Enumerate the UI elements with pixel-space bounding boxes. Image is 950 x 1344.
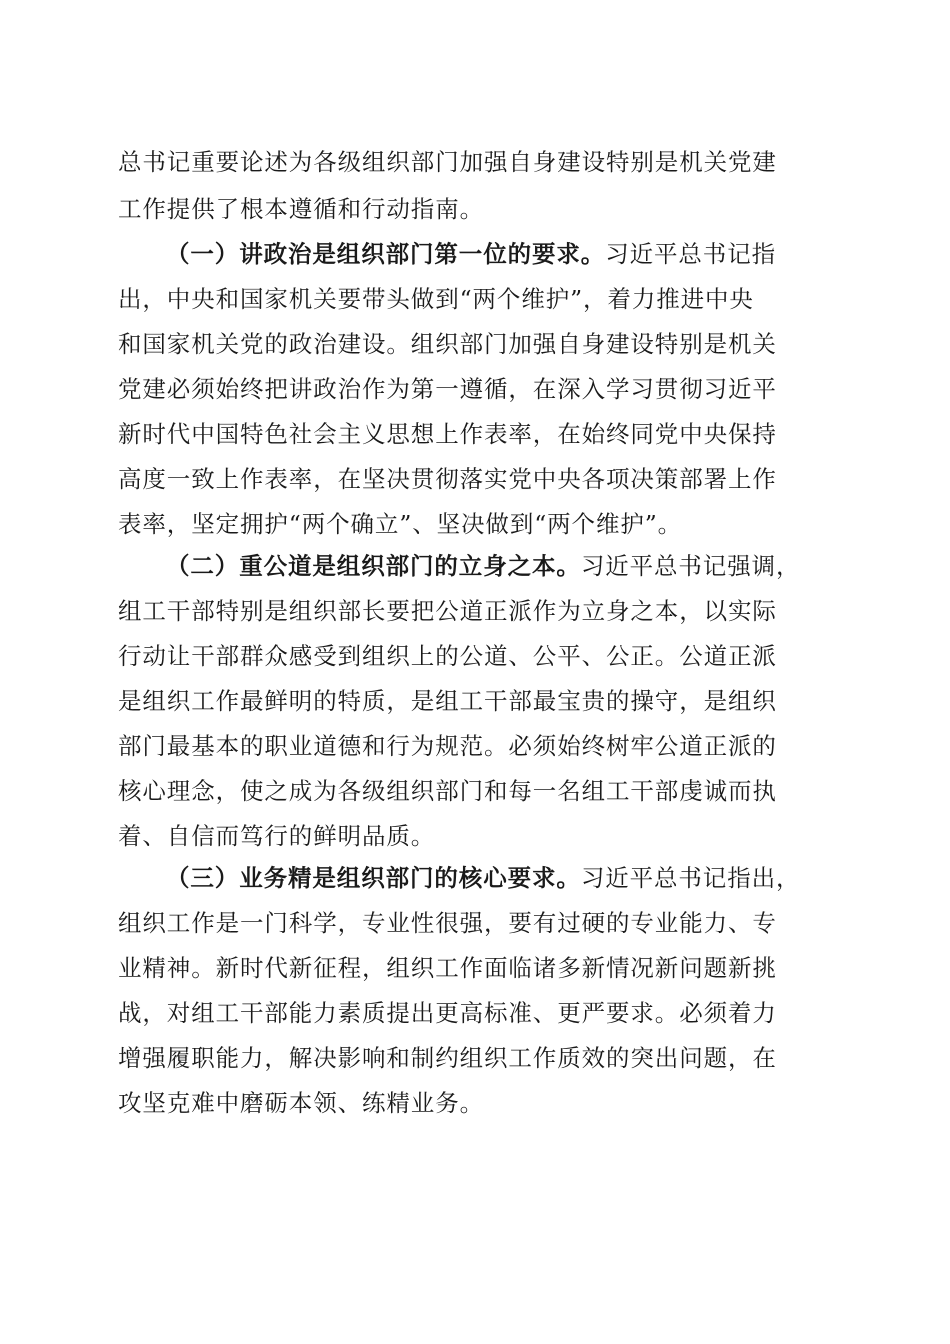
section3-line: 组织工作是一门科学，专业性很强，要有过硬的专业能力、专 (118, 909, 777, 937)
section3-body-start: 习近平总书记指出， (580, 864, 801, 892)
section3-first-line (166, 858, 838, 898)
section2-body-start: 习近平总书记强调， (580, 552, 801, 580)
section1-line: 党建必须始终把讲政治作为第一遵循，在深入学习贯彻习近平 (118, 375, 777, 403)
section1-line: 和国家机关党的政治建设。组织部门加强自身建设特别是机关 (118, 330, 777, 358)
intro-line: 总书记重要论述为各级组织部门加强自身建设特别是机关党建 (118, 148, 777, 176)
section2-line: 核心理念，使之成为各级组织部门和每一名组工干部虔诚而执 (118, 777, 777, 805)
section1-line: 高度一致上作表率，在坚决贯彻落实党中央各项决策部署上作 (118, 465, 777, 493)
section2-line: 部门最基本的职业道德和行为规范。必须始终树牢公道正派的 (118, 732, 777, 760)
section2-line: 行动让干部群众感受到组织上的公道、公平、公正。公道正派 (118, 642, 777, 670)
section3-line: 战，对组工干部能力素质提出更高标准、更严要求。必须着力 (118, 999, 777, 1027)
section3-heading: （三）业务精是组织部门的核心要求。 (166, 864, 581, 892)
section3-line: 增强履职能力，解决影响和制约组织工作质效的突出问题，在 (118, 1044, 777, 1072)
section1-line: 表率，坚定拥护“两个确立”、坚决做到“两个维护”。 (118, 510, 683, 538)
section2-first-line (166, 546, 838, 586)
section2-line: 着、自信而笃行的鲜明品质。 (118, 822, 436, 850)
section1-heading: （一）讲政治是组织部门第一位的要求。 (166, 240, 606, 268)
section2-heading: （二）重公道是组织部门的立身之本。 (166, 552, 581, 580)
section1-line: 出，中央和国家机关要带头做到“两个维护”，着力推进中央 (118, 285, 754, 313)
section2-line: 是组织工作最鲜明的特质，是组工干部最宝贵的操守，是组织 (118, 687, 777, 715)
section1-line: 新时代中国特色社会主义思想上作表率，在始终同党中央保持 (118, 420, 777, 448)
section3-line: 业精神。新时代新征程，组织工作面临诸多新情况新问题新挑 (118, 954, 777, 982)
section3-line: 攻坚克难中磨砺本领、练精业务。 (118, 1089, 484, 1117)
section1-first-line (166, 234, 838, 274)
section1-body-start: 习近平总书记指 (605, 240, 777, 268)
intro-line: 工作提供了根本遵循和行动指南。 (118, 195, 484, 223)
section2-line: 组工干部特别是组织部长要把公道正派作为立身之本，以实际 (118, 597, 777, 625)
